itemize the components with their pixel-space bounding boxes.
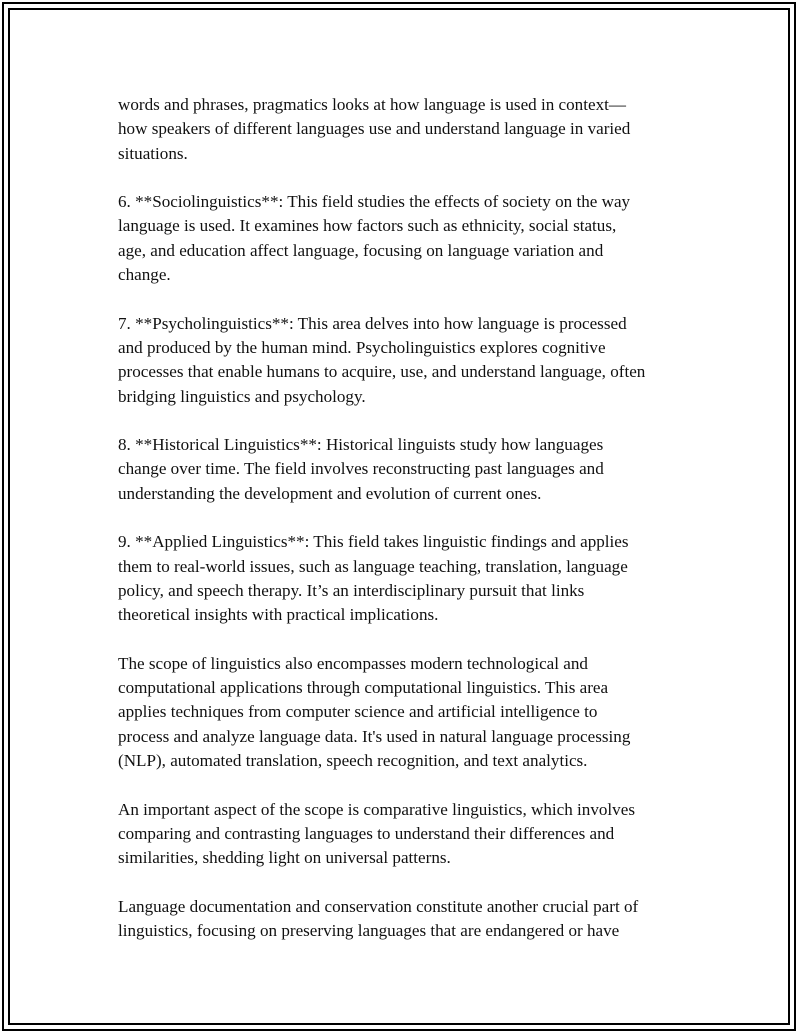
paragraph-computational-linguistics: The scope of linguistics also encompasses modern technological and computational applications through computational linguistics. This area applies techniques from computer science and artificial intelligence to process and analyze language data. It's used in natural language processing (NLP), automated translation, speech recognition, and text analytics. — [118, 653, 631, 771]
paragraph-sociolinguistics: 6. **Sociolinguistics**: This field studies the effects of society on the way language is used. It examines how factors such as ethnicity, social status, age, and education affect language, focusing on language variation and change. — [118, 192, 631, 285]
paragraph-psycholinguistics: 7. **Psycholinguistics**: This area delves into how language is processed and produced by the human mind. Psycholinguistics explores cognitive processes that enable humans to acquire, use, and understand language, often bridging linguistics and psychology. — [118, 313, 646, 406]
paragraph-historical-linguistics: 8. **Historical Linguistics**: Historical linguists study how languages change over time. The field involves reconstructing past languages and understanding the development and evolution of current ones. — [118, 435, 604, 503]
document-body — [118, 93, 693, 943]
paragraph-comparative-linguistics: An important aspect of the scope is comparative linguistics, which involves comparing and contrasting languages to understand their differences and similarities, shedding light on universal patterns. — [118, 799, 635, 868]
paragraph-applied-linguistics: 9. **Applied Linguistics**: This field takes linguistic findings and applies them to real-world issues, such as language teaching, translation, language policy, and speech therapy. It’s an interdisciplinary pursuit that links theoretical insights with practical implications. — [118, 532, 629, 625]
paragraph-pragmatics-continued: words and phrases, pragmatics looks at how language is used in context— how speakers of different languages use and understand language in varied situations. — [118, 95, 631, 163]
paragraph-language-documentation: Language documentation and conservation constitute another crucial part of linguistics, focusing on preserving languages that are endangered or have — [118, 896, 639, 941]
